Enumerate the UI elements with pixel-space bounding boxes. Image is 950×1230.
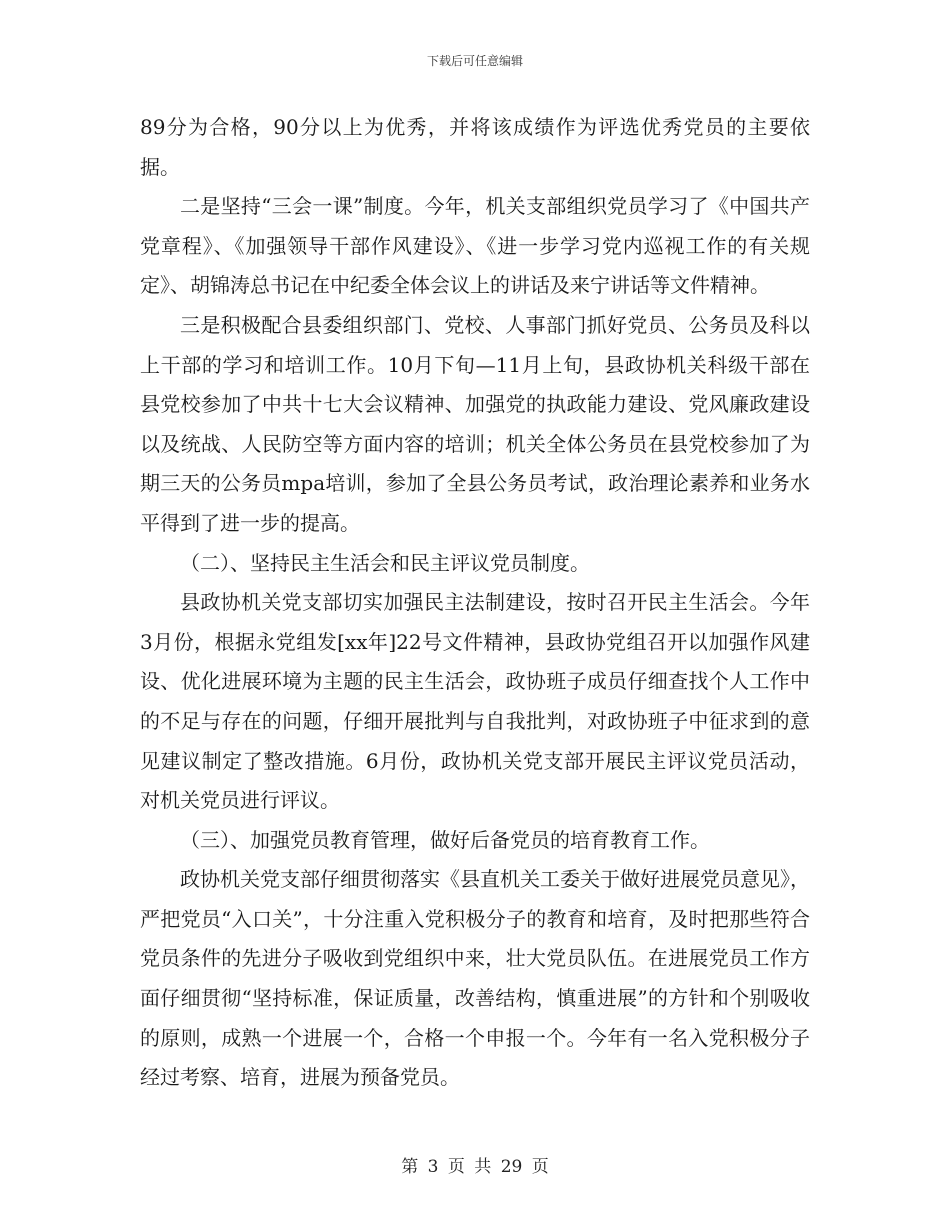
section-heading-member-education: （三）、加强党员教育管理，做好后备党员的培育教育工作。 [180,827,710,852]
paragraph-member-education: 政协机关党支部仔细贯彻落实《县直机关工委关于做好进展党员意见》，严把党员“入口关”，十分注重入党积极分子的教育和培育，及时把那些符合党员条件的先进分子吸收到党组织中来，壮大党员队伍。在进展党员工作方面仔细贯彻“坚持标准，保证质量，改善结构，慎重进展”的方针和个别吸收的原则，成熟一个进展一个，合格一个申报一个。今年有一名入党积极分子经过考察、培育，进展为预备党员。 [140,867,810,1090]
paragraph-democratic-life: 县政协机关党支部切实加强民主法制建设，按时召开民主生活会。今年3月份，根据永党组发[xx年]22号文件精神，县政协党组召开以加强作风建设、优化进展环境为主题的民主生活会，政协班子成员仔细查找个人工作中的不足与存在的问题，仔细开展批判与自我批判，对政协班子中征求到的意见建议制定了整改措施。6月份，政协机关党支部开展民主评议党员活动，对机关党员进行评议。 [140,590,810,813]
page-header: 下载后可任意编辑 [426,54,523,68]
paragraph-training: 三是积极配合县委组织部门、党校、人事部门抓好党员、公务员及科以上干部的学习和培训工作。10月下旬—11月上旬，县政协机关科级干部在县党校参加了中共十七大会议精神、加强党的执政能力建设、党风廉政建设以及统战、人民防空等方面内容的培训；机关全体公务员在县党校参加了为期三天的公务员mpa培训，参加了全县公务员考试，政治理论素养和业务水平得到了进一步的提高。 [140,312,810,535]
paragraph-continuation: 89分为合格，90分以上为优秀，并将该成绩作为评选优秀党员的主要依据。 [140,115,810,179]
page-footer: 第 3 页 共 29 页 [401,1157,549,1177]
paragraph-three-meetings: 二是坚持“三会一课”制度。今年，机关支部组织党员学习了《中国共产党章程》、《加强领导干部作风建设》、《进一步学习党内巡视工作的有关规定》、胡锦涛总书记在中纪委全体会议上的讲话及来宁讲话等文件精神。 [140,194,810,298]
document-body [140,108,810,1098]
section-heading-democratic-life: （二）、坚持民主生活会和民主评议党员制度。 [180,550,590,575]
